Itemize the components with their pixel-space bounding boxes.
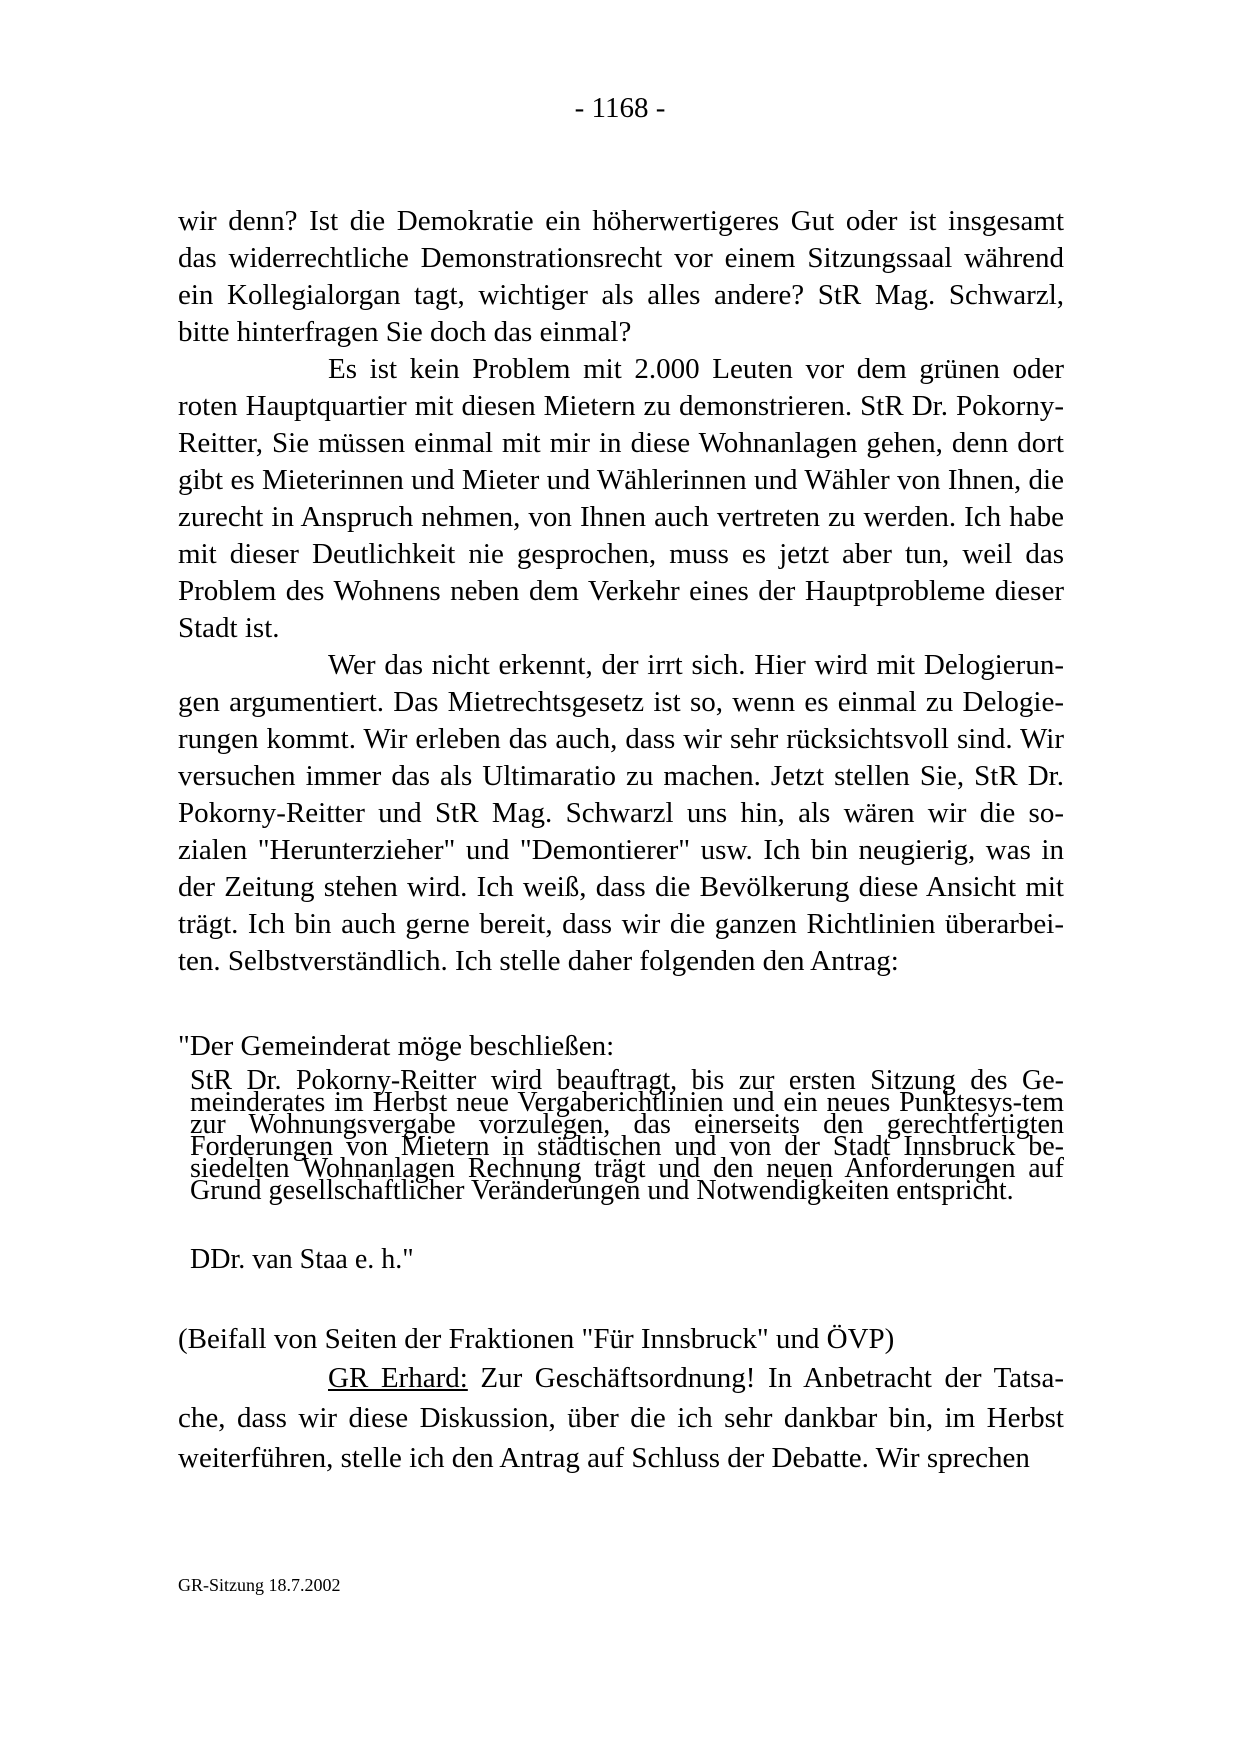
speech-text: Zur Geschäftsordnung! In Anbetracht der Tatsa-che, dass wir diese Diskussion, über die ich sehr dankbar bin, im Herbst weiterführen, stelle ich den Antrag auf Schluss der Debatte. Wir sprechen	[178, 1362, 1065, 1474]
speaker-name: GR Erhard:	[328, 1362, 468, 1394]
page-number: - 1168 -	[574, 92, 666, 124]
motion-intro: "Der Gemeinderat möge beschließen:	[178, 1030, 615, 1062]
paragraph-1: wir denn? Ist die Demokratie ein höherwertigeres Gut oder ist insgesamt das widerrechtliche Demonstrationsrecht vor einem Sitzungssaal während ein Kollegialorgan tagt, wichtiger als alles andere? StR Mag. Schwarzl, bitte hinterfragen Sie doch das einmal?	[178, 205, 1064, 348]
paragraph-3: Wer das nicht erkennt, der irrt sich. Hier wird mit Delogierun-gen argumentiert. Das Mietrechtsgesetz ist so, wenn es einmal zu Delogie-rungen kommt. Wir erleben das auch, dass wir sehr rücksichtsvoll sind. Wir versuchen immer das als Ultimaratio zu machen. Jetzt stellen Sie, StR Dr. Pokorny-Reitter und StR Mag. Schwarzl uns hin, als wären wir die so-zialen "Herunterzieher" und "Demontierer" usw. Ich bin neugierig, was in der Zeitung stehen wird. Ich weiß, dass die Bevölkerung diese Ansicht mit trägt. Ich bin auch gerne bereit, dass wir die ganzen Richtlinien überarbei-ten. Selbstverständlich. Ich stelle daher folgenden den Antrag:	[178, 649, 1064, 977]
paragraph-2: Es ist kein Problem mit 2.000 Leuten vor dem grünen oder roten Hauptquartier mit diesen Mietern zu demonstrieren. StR Dr. Pokorny-Reitter, Sie müssen einmal mit mir in diese Wohnanlagen gehen, denn dort gibt es Mieterinnen und Mieter und Wählerinnen und Wähler von Ihnen, die zurecht in Anspruch nehmen, von Ihnen auch vertreten zu werden. Ich habe mit dieser Deutlichkeit nie gesprochen, muss es jetzt aber tun, weil das Problem des Wohnens neben dem Verkehr eines der Hauptprobleme dieser Stadt ist.	[178, 353, 1064, 644]
speech-paragraph	[178, 1358, 1064, 1478]
footer: GR-Sitzung 18.7.2002	[178, 1575, 341, 1595]
speech-block	[178, 1358, 1064, 1478]
applause-note: (Beifall von Seiten der Fraktionen "Für Innsbruck" und ÖVP)	[178, 1323, 895, 1355]
motion-text: StR Dr. Pokorny-Reitter wird beauftragt, bis zur ersten Sitzung des Ge-meinderates im Herbst neue Vergaberichtlinien und ein neues Punktesys-tem zur Wohnungsvergabe vorzulegen, das einerseits den gerechtfertigten Forderungen von Mietern in städtischen und von der Stadt Innsbruck be-siedelten Wohnanlagen Rechnung trägt und den neuen Anforderungen auf Grund gesellschaftlicher Veränderungen und Notwendigkeiten entspricht.	[190, 1065, 1064, 1206]
motion-signature: DDr. van Staa e. h."	[190, 1244, 414, 1275]
main-text	[178, 203, 1064, 980]
